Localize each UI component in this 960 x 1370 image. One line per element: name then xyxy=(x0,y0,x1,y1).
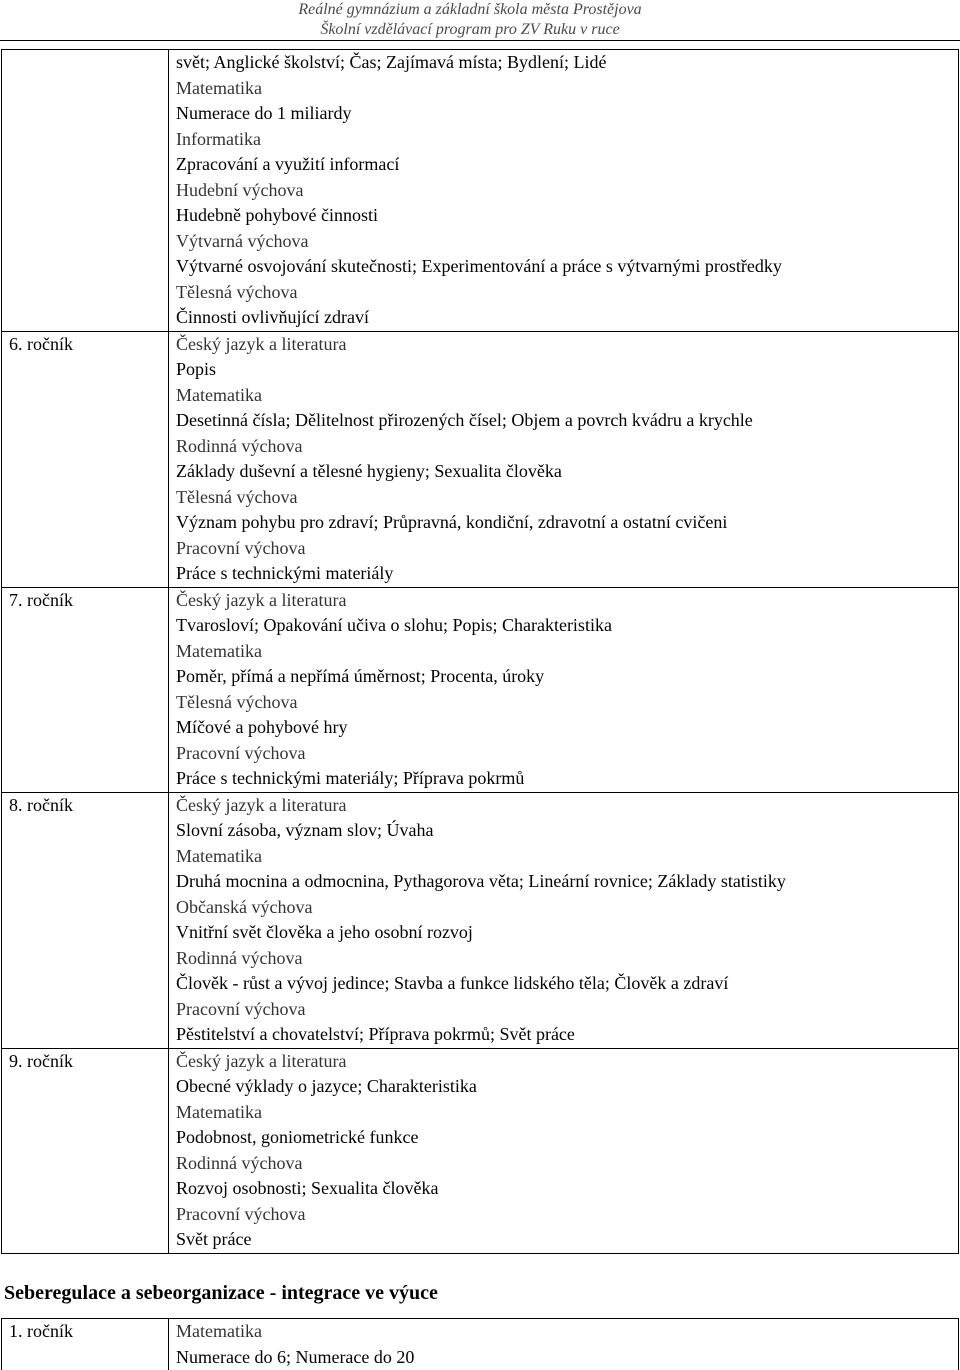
content-cell xyxy=(169,50,959,332)
topic-text: Význam pohybu pro zdraví; Průpravná, kondiční, zdravotní a ostatní cvičeni xyxy=(176,512,728,532)
topic-text: Základy duševní a tělesné hygieny; Sexualita člověka xyxy=(176,461,562,481)
subject-name: Rodinná výchova xyxy=(176,435,303,456)
table-row xyxy=(2,792,959,1048)
grade-cell xyxy=(2,587,169,792)
grade-label: 6. ročník xyxy=(9,333,73,354)
header-divider xyxy=(0,40,960,41)
topic-text: Druhá mocnina a odmocnina, Pythagorova věta; Lineární rovnice; Základy statistiky xyxy=(176,871,786,891)
grade-label: 9. ročník xyxy=(9,1050,73,1071)
topic-text: Svět práce xyxy=(176,1229,252,1249)
subject-name: Český jazyk a literatura xyxy=(176,589,347,610)
grade-cell xyxy=(2,331,169,587)
topic-text: Vnitřní svět člověka a jeho osobní rozvoj xyxy=(176,922,473,942)
curriculum-table xyxy=(1,49,959,1254)
topic-text: Numerace do 6; Numerace do 20 xyxy=(176,1346,415,1367)
subject-name: Pracovní výchova xyxy=(176,998,306,1019)
topic-text: svět; Anglické školství; Čas; Zajímavá místa; Bydlení; Lidé xyxy=(176,52,607,72)
topic-text: Popis xyxy=(176,359,217,379)
subject-name: Matematika xyxy=(176,384,262,405)
topic-text: Poměr, přímá a nepřímá úměrnost; Procenta, úroky xyxy=(176,666,545,686)
subject-name: Tělesná výchova xyxy=(176,281,298,302)
topic-text: Hudebně pohybové činnosti xyxy=(176,205,378,225)
subject-name: Český jazyk a literatura xyxy=(176,1050,347,1071)
content-cell xyxy=(169,1319,959,1370)
subject-name: Matematika xyxy=(176,845,262,866)
content-cell xyxy=(169,587,959,792)
table-row xyxy=(2,1319,959,1370)
grade-cell xyxy=(2,50,169,332)
subject-name: Matematika xyxy=(176,1321,262,1341)
subject-name: Tělesná výchova xyxy=(176,691,298,712)
content-cell xyxy=(169,1048,959,1253)
subject-name: Pracovní výchova xyxy=(176,537,306,558)
topic-text: Práce s technickými materiály; Příprava pokrmů xyxy=(176,768,525,788)
topic-text: Člověk - růst a vývoj jedince; Stavba a funkce lidského těla; Člověk a zdraví xyxy=(176,973,729,993)
subject-name: Český jazyk a literatura xyxy=(176,794,347,815)
topic-text: Obecné výklady o jazyce; Charakteristika xyxy=(176,1076,477,1096)
grade-cell xyxy=(2,1048,169,1253)
section-title: Seberegulace a sebeorganizace - integrace ve výuce xyxy=(4,1282,438,1304)
grade-label: 1. ročník xyxy=(9,1321,73,1341)
content-cell xyxy=(169,792,959,1048)
curriculum-table-2 xyxy=(1,1318,959,1370)
subject-name: Rodinná výchova xyxy=(176,947,303,968)
subject-name: Český jazyk a literatura xyxy=(176,333,347,354)
topic-text: Výtvarné osvojování skutečnosti; Experimentování a práce s výtvarnými prostředky xyxy=(176,256,782,276)
table-row xyxy=(2,1048,959,1253)
grade-cell xyxy=(2,792,169,1048)
grade-label: 8. ročník xyxy=(9,794,73,815)
grade-cell xyxy=(2,1319,169,1370)
topic-text: Tvarosloví; Opakování učiva o slohu; Popis; Charakteristika xyxy=(176,615,612,635)
topic-text: Práce s technickými materiály xyxy=(176,563,394,583)
grade-label: 7. ročník xyxy=(9,589,73,610)
subject-name: Matematika xyxy=(176,640,262,661)
subject-name: Rodinná výchova xyxy=(176,1152,303,1173)
header-school-name: Reálné gymnázium a základní škola města Prostějova xyxy=(298,1,642,18)
topic-text: Míčové a pohybové hry xyxy=(176,717,348,737)
topic-text: Numerace do 1 miliardy xyxy=(176,103,352,123)
table-row xyxy=(2,50,959,332)
table-row xyxy=(2,331,959,587)
document-header xyxy=(270,0,670,40)
subject-name: Matematika xyxy=(176,1101,262,1122)
subject-name: Matematika xyxy=(176,77,262,98)
subject-name: Informatika xyxy=(176,128,261,149)
topic-text: Desetinná čísla; Dělitelnost přirozených čísel; Objem a povrch kvádru a krychle xyxy=(176,410,753,430)
subject-name: Tělesná výchova xyxy=(176,486,298,507)
subject-name: Výtvarná výchova xyxy=(176,230,309,251)
table-row xyxy=(2,587,959,792)
topic-text: Zpracování a využití informací xyxy=(176,154,400,174)
topic-text: Podobnost, goniometrické funkce xyxy=(176,1127,419,1147)
topic-text: Pěstitelství a chovatelství; Příprava pokrmů; Svět práce xyxy=(176,1024,575,1044)
topic-text: Rozvoj osobnosti; Sexualita člověka xyxy=(176,1178,439,1198)
header-program-name: Školní vzdělávací program pro ZV Ruku v ruce xyxy=(320,21,620,38)
subject-name: Hudební výchova xyxy=(176,179,304,200)
content-cell xyxy=(169,331,959,587)
subject-name: Občanská výchova xyxy=(176,896,313,917)
topic-text: Slovní zásoba, význam slov; Úvaha xyxy=(176,820,434,840)
subject-name: Pracovní výchova xyxy=(176,742,306,763)
subject-name: Pracovní výchova xyxy=(176,1203,306,1224)
topic-text: Činnosti ovlivňující zdraví xyxy=(176,307,369,327)
